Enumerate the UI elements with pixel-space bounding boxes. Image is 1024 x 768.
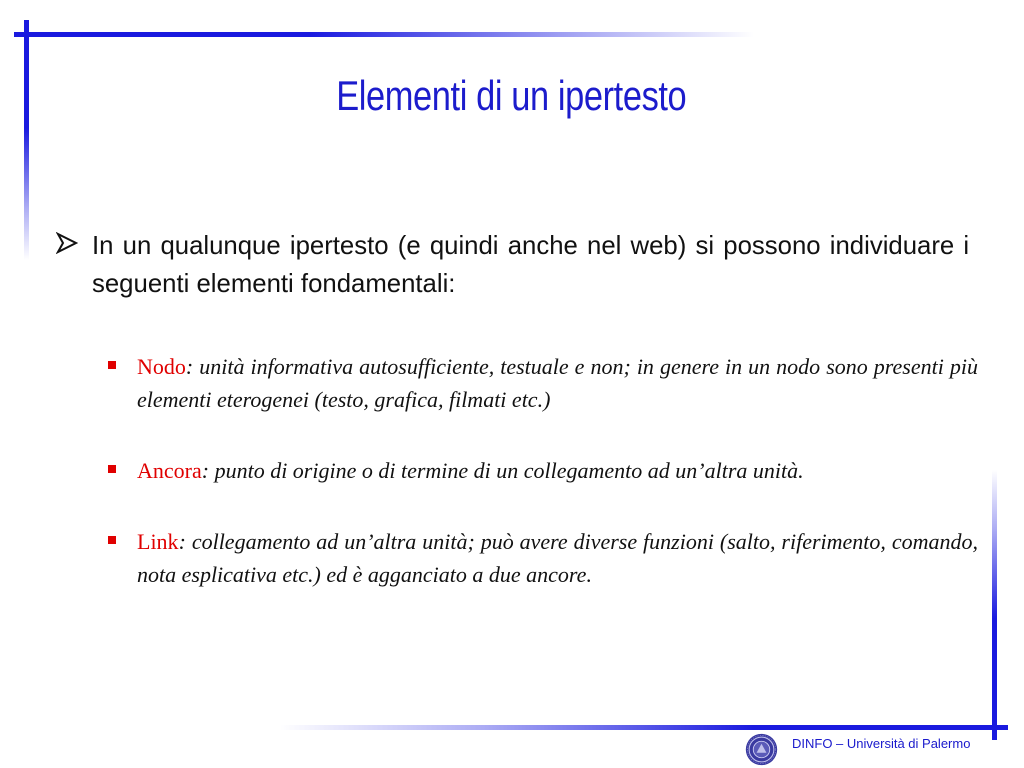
frame-bottom-line xyxy=(280,725,1008,730)
square-bullet-icon xyxy=(108,536,116,544)
sub-bullet-list xyxy=(108,350,978,629)
university-seal-icon xyxy=(745,733,778,766)
list-item-text xyxy=(137,525,978,591)
list-item-link xyxy=(108,525,978,591)
term-link: Link xyxy=(137,529,179,554)
list-item-nodo xyxy=(108,350,978,416)
footer-affiliation: DINFO – Università di Palermo xyxy=(792,736,971,751)
slide-title: Elementi di un ipertesto xyxy=(336,72,687,119)
frame-right-line xyxy=(992,470,997,740)
term-nodo: Nodo xyxy=(137,354,186,379)
definition-nodo: : unità informativa autosufficiente, testuale e non; in genere in un nodo sono presenti più elementi eterogenei (testo, grafica, filmati etc.) xyxy=(137,354,978,412)
main-bullet-text: In un qualunque ipertesto (e quindi anche nel web) si possono individuare i seguenti elementi fondamentali: xyxy=(92,230,970,298)
definition-link: : collegamento ad un’altra unità; può avere diverse funzioni (salto, riferimento, comando, nota esplicativa etc.) ed è agganciato a due ancore. xyxy=(137,529,978,587)
term-ancora: Ancora xyxy=(137,458,202,483)
square-bullet-icon xyxy=(108,361,116,369)
list-item-ancora xyxy=(108,454,978,487)
definition-ancora: : punto di origine o di termine di un collegamento ad un’altra unità. xyxy=(201,458,804,483)
main-bullet xyxy=(56,226,978,302)
list-item-text xyxy=(137,350,978,416)
list-item-text xyxy=(137,454,978,487)
frame-top-line xyxy=(14,32,754,37)
frame-left-line xyxy=(24,20,29,260)
square-bullet-icon xyxy=(108,465,116,473)
arrow-bullet-icon xyxy=(56,232,78,254)
